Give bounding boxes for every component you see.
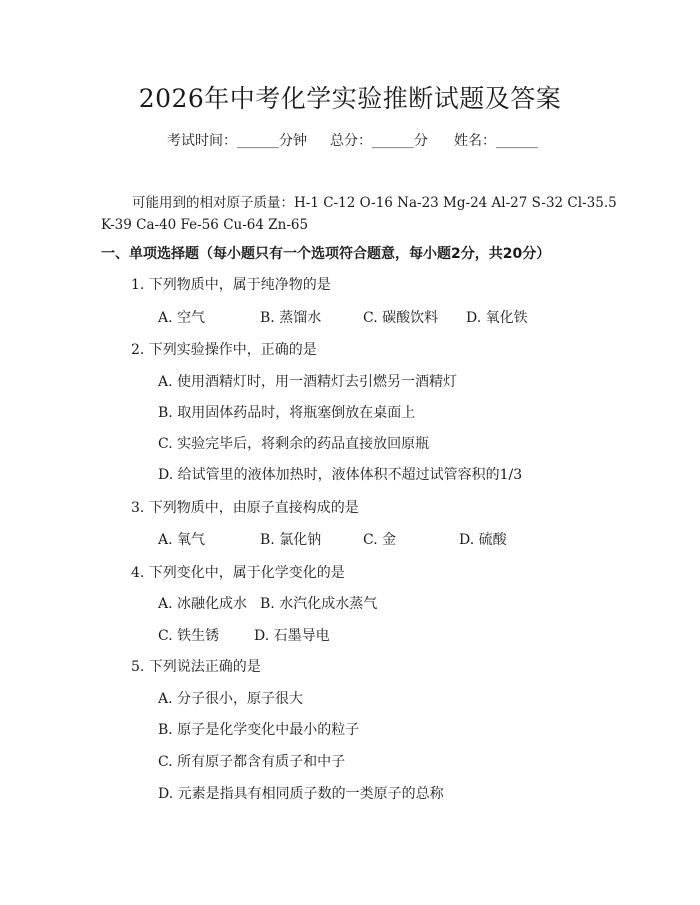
question-option: B. 原子是化学变化中最小的粒子 [158,722,360,738]
question-option: D. 硫酸 [459,532,507,548]
question-stem: 3. 下列物质中，由原子直接构成的是 [131,500,359,516]
question-option: B. 水汽化成水蒸气 [260,596,378,612]
question-option: C. 所有原子都含有质子和中子 [158,754,346,770]
total-score-field: 总分：______分 [330,133,428,149]
exam-time-field: 考试时间：______分钟 [167,133,307,149]
question-option: B. 氯化钠 [260,532,322,548]
question-option: A. 使用酒精灯时，用一酒精灯去引燃另一酒精灯 [158,374,458,390]
student-name-field: 姓名：______ [454,133,538,149]
question-option: C. 铁生锈 [158,628,220,644]
question-option: B. 取用固体药品时，将瓶塞倒放在桌面上 [158,405,416,421]
question-stem: 5. 下列说法正确的是 [131,659,261,675]
question-stem: 4. 下列变化中，属于化学变化的是 [131,565,345,581]
question-stem: 2. 下列实验操作中，正确的是 [131,342,317,358]
question-option: A. 氧气 [158,532,206,548]
page-title: 2026年中考化学实验推断试题及答案 [138,84,562,113]
question-option: D. 石墨导电 [254,628,330,644]
question-option: C. 金 [363,532,397,548]
question-option: A. 冰融化成水 [158,596,248,612]
atomic-mass-line-2: K-39 Ca-40 Fe-56 Cu-64 Zn-65 [101,217,309,233]
question-option: C. 碳酸饮料 [363,310,439,326]
question-option: C. 实验完毕后，将剩余的药品直接放回原瓶 [158,436,430,452]
atomic-mass-note [101,192,617,236]
question-option: D. 氧化铁 [466,310,528,326]
question-option: D. 元素是指具有相同质子数的一类原子的总称 [158,786,444,802]
section-heading-single-choice: 一、单项选择题（每小题只有一个选项符合题意，每小题2分，共20分） [101,246,551,262]
question-option: A. 分子很小，原子很大 [158,691,304,707]
atomic-mass-line-1: 可能用到的相对原子质量：H-1 C-12 O-16 Na-23 Mg-24 Al-27 S-32 Cl-35.5 [132,195,617,211]
question-option: B. 蒸馏水 [260,310,322,326]
question-option: D. 给试管里的液体加热时，液体体积不超过试管容积的1/3 [158,467,523,483]
question-option: A. 空气 [158,310,206,326]
question-stem: 1. 下列物质中，属于纯净物的是 [131,277,331,293]
